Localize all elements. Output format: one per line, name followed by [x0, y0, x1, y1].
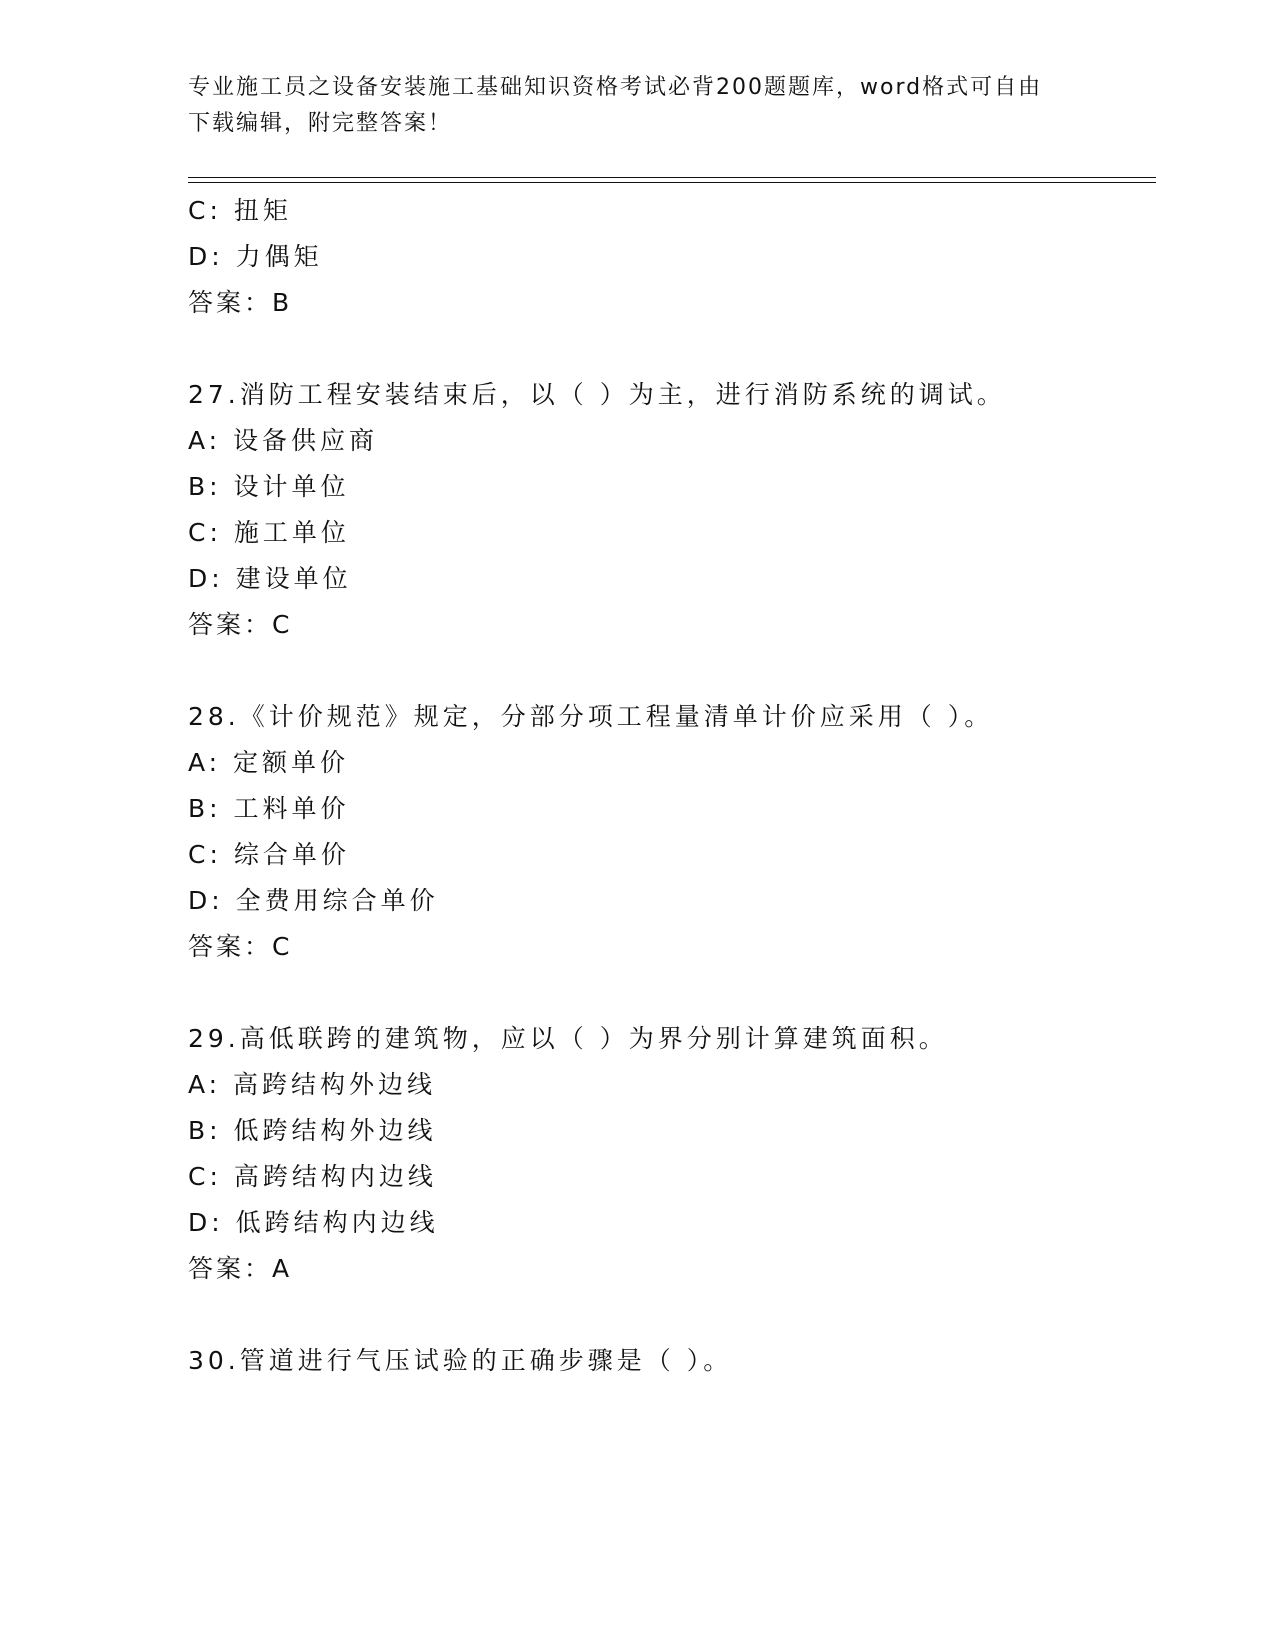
header-line-2: 下载编辑，附完整答案！: [188, 111, 453, 136]
spacer: [188, 326, 1148, 372]
answer-line: 答案：C: [188, 610, 293, 639]
option-c: C: 施工单位: [188, 518, 350, 547]
option-b: B: 工料单价: [188, 794, 350, 823]
question-30: [188, 1338, 1148, 1384]
question-27: [188, 372, 1148, 648]
option-d: D: 建设单位: [188, 564, 352, 593]
question-29: [188, 1016, 1148, 1292]
option-d: D: 低跨结构内边线: [188, 1208, 439, 1237]
question-stem: 28.《计价规范》规定，分部分项工程量清单计价应采用（ ）。: [188, 702, 994, 731]
spacer: [188, 970, 1148, 1016]
question-list: [188, 188, 1148, 1384]
question-stem: 29.高低联跨的建筑物，应以（ ）为界分别计算建筑面积。: [188, 1024, 948, 1053]
answer-line: 答案：A: [188, 1254, 293, 1283]
header-divider-bottom: [188, 182, 1156, 183]
document-header: [188, 70, 1088, 142]
spacer: [188, 648, 1148, 694]
question-stem: 27.消防工程安装结束后，以（ ）为主，进行消防系统的调试。: [188, 380, 1006, 409]
option-b: B: 低跨结构外边线: [188, 1116, 437, 1145]
question-28: [188, 694, 1148, 970]
answer-line: 答案：B: [188, 288, 293, 317]
option-a: A: 高跨结构外边线: [188, 1070, 437, 1099]
spacer: [188, 1292, 1148, 1338]
header-line-1: 专业施工员之设备安装施工基础知识资格考试必背200题题库，word格式可自由: [188, 75, 1043, 100]
option-b: B: 设计单位: [188, 472, 350, 501]
option-c: C: 扭矩: [188, 196, 292, 225]
option-a: A: 设备供应商: [188, 426, 379, 455]
question-26-continued: [188, 188, 1148, 326]
option-c: C: 高跨结构内边线: [188, 1162, 437, 1191]
option-d: D: 力偶矩: [188, 242, 323, 271]
header-divider-top: [188, 177, 1156, 178]
option-c: C: 综合单价: [188, 840, 350, 869]
question-stem: 30.管道进行气压试验的正确步骤是（ ）。: [188, 1346, 733, 1375]
answer-line: 答案：C: [188, 932, 293, 961]
option-a: A: 定额单价: [188, 748, 350, 777]
option-d: D: 全费用综合单价: [188, 886, 439, 915]
